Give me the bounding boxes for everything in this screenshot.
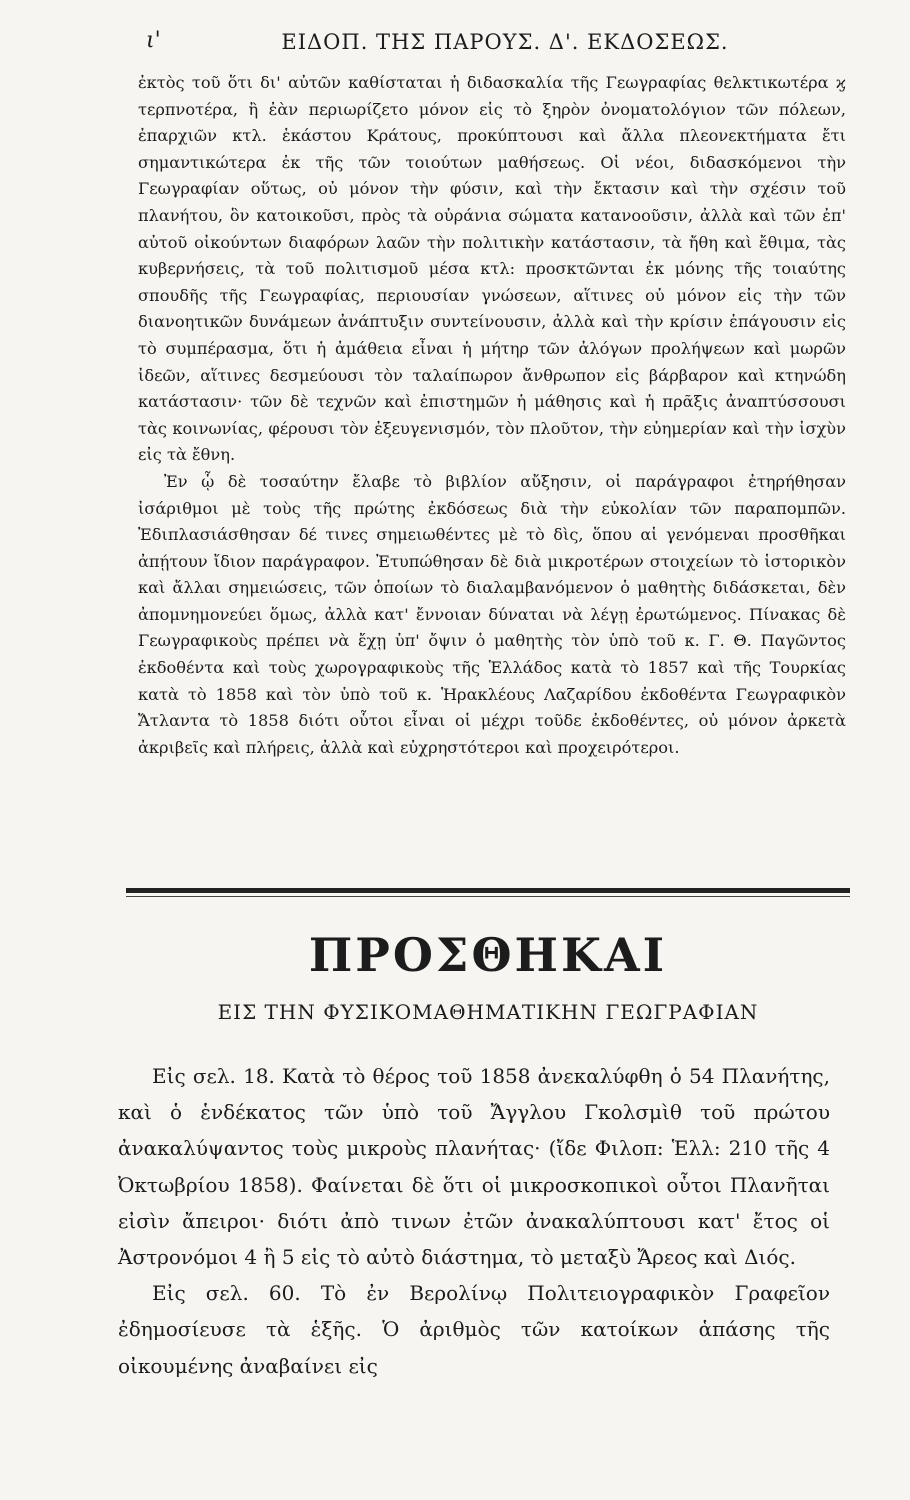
page-number: ι' — [146, 28, 161, 53]
running-head — [140, 28, 840, 60]
preface-body — [138, 70, 846, 761]
preface-paragraph-1: ἐκτὸς τοῦ ὅτι δι' αὐτῶν καθίσταται ἡ διδασκαλία τῆς Γεωγραφίας θελκτικωτέρα ϗ τερπνοτέρα, ἢ ἐὰν περιωρίζετο μόνον εἰς τὸ ξηρὸν ὀνοματολόγιον τῶν πόλεων, ἐπαρχιῶν κτλ. ἑκάστου Κράτους, προκύπτουσι καὶ ἄλλα πλεονεκτήματα ἔτι σημαντικώτερα ἐκ τῆς τῶν τοιούτων μαθήσεως. Οἱ νέοι, διδασκόμενοι τὴν Γεωγραφίαν οὕτως, οὐ μόνον τὴν φύσιν, καὶ τὴν ἔκτασιν καὶ τὴν σχέσιν τοῦ πλανήτου, ὃν κατοικοῦσι, πρὸς τὰ οὐράνια σώματα κατανοοῦσιν, ἀλλὰ καὶ τῶν ἐπ' αὐτοῦ οἰκούντων διαφόρων λαῶν τὴν πολιτικὴν κατάστασιν, τὰ ἤθη καὶ ἔθιμα, τὰς κυβερνήσεις, τὰ τοῦ πολιτισμοῦ μέσα κτλ: προσκτῶνται ἐκ μόνης τῆς τοιαύτης σπουδῆς τῆς Γεωγραφίας, περιουσίαν γνώσεων, αἵτινες οὐ μόνον εἰς τὴν τῶν διανοητικῶν δυνάμεων ἀνάπτυξιν συντείνουσιν, ἀλλὰ καὶ τὴν κρίσιν ἐπάγουσιν εἰς τὸ συμπέρασμα, ὅτι ἡ ἀμάθεια εἶναι ἡ μήτηρ τῶν ἀλόγων προλήψεων καὶ μωρῶν ἰδεῶν, αἵτινες δεσμεύουσι τὸν ταλαίπωρον ἄνθρωπον εἰς βάρβαρον καὶ κτηνώδη κατάστασιν· τῶν δὲ τεχνῶν καὶ ἐπιστημῶν ἡ μάθησις καὶ ἡ πρᾶξις ἀναπτύσσουσι τὰς κοινωνίας, φέρουσι τὸν ἐξευγενισμόν, τὸν πλοῦτον, τὴν εὐημερίαν καὶ τὴν ἰσχὺν εἰς τὰ ἔθνη. — [138, 73, 846, 465]
section-title: ΠΡΟΣΘΗΚΑΙ — [308, 928, 668, 982]
running-head-title: ΕΙΔΟΠ. ΤΗΣ ΠΑΡΟΥΣ. Δ'. ΕΚΔΟΣΕΩΣ. — [281, 30, 729, 54]
addenda-body — [118, 1058, 830, 1384]
section-divider-thin — [126, 896, 850, 897]
addenda-entry-1: Εἰς σελ. 18. Κατὰ τὸ θέρος τοῦ 1858 ἀνεκαλύφθη ὁ 54 Πλανήτης, καὶ ὁ ἑνδέκατος τῶν ὑπὸ τοῦ Ἄγγλου Γκολσμὶθ τοῦ πρώτου ἀνακαλύψαντος τοὺς μικροὺς πλανήτας· (ἴδε Φιλοπ: Ἑλλ: 210 τῆς 4 Ὀκτωβρίου 1858). Φαίνεται δὲ ὅτι οἱ μικροσκοπικοὶ οὗτοι Πλανῆται εἰσὶν ἄπειροι· διότι ἀπὸ τινων ἐτῶν ἀνακαλύπτουσι κατ' ἔτος οἱ Ἀστρονόμοι 4 ἢ 5 εἰς τὸ αὐτὸ διάστημα, τὸ μεταξὺ Ἄρεος καὶ Διός. — [118, 1064, 830, 1270]
addenda-entry-2: Εἰς σελ. 60. Τὸ ἐν Βερολίνῳ Πολιτειογραφικὸν Γραφεῖον ἐδημοσίευσε τὰ ἑξῆς. Ὁ ἀριθμὸς τῶν κατοίκων ἁπάσης τῆς οἰκουμένης ἀναβαίνει εἰς — [118, 1281, 830, 1378]
section-divider-thick — [126, 888, 850, 893]
preface-paragraph-2: Ἐν ᾧ δὲ τοσαύτην ἔλαβε τὸ βιβλίον αὔξησιν, οἱ παράγραφοι ἐτηρήθησαν ἰσάριθμοι μὲ τοὺς τῆς πρώτης ἐκδόσεως διὰ τὴν εὐκολίαν τῶν παραπομπῶν. Ἐδιπλασιάσθησαν δέ τινες σημειωθέντες μὲ τὸ δὶς, ὅπου αἱ γενόμεναι προσθῆκαι ἀπῄτουν ἴδιον παράγραφον. Ἐτυπώθησαν δὲ διὰ μικροτέρων στοιχείων τὸ ἱστορικὸν καὶ ἄλλαι σημειώσεις, τῶν ὁποίων τὸ διαλαμβανόμενον ὁ μαθητὴς διδάσκεται, δὲν ἀπομνημονεύει ὅμως, ἀλλὰ κατ' ἔννοιαν δύναται νὰ λέγῃ ἐρωτώμενος. Πίνακας δὲ Γεωγραφικοὺς πρέπει νὰ ἔχῃ ὑπ' ὄψιν ὁ μαθητὴς τὸν ὑπὸ τοῦ κ. Γ. Θ. Παγῶντος ἐκδοθέντα καὶ τοὺς χωρογραφικοὺς τῆς Ἑλλάδος κατὰ τὸ 1857 καὶ τῆς Τουρκίας κατὰ τὸ 1858 καὶ τὸν ὑπὸ τοῦ κ. Ἡρακλέους Λαζαρίδου ἐκδοθέντα Γεωγραφικὸν Ἄτλαντα τὸ 1858 διότι οὗτοι εἶναι οἱ μέχρι τοῦδε ἐκδοθέντες, οὐ μόνον ἀρκετὰ ἀκριβεῖς καὶ πλήρεις, ἀλλὰ καὶ εὐχρηστότεροι καὶ προχειρότεροι. — [138, 471, 846, 757]
section-subtitle: ΕΙΣ ΤΗΝ ΦΥΣΙΚΟΜΑΘΗΜΑΤΙΚΗΝ ΓΕΩΓΡΑΦΙΑΝ — [217, 1000, 759, 1024]
